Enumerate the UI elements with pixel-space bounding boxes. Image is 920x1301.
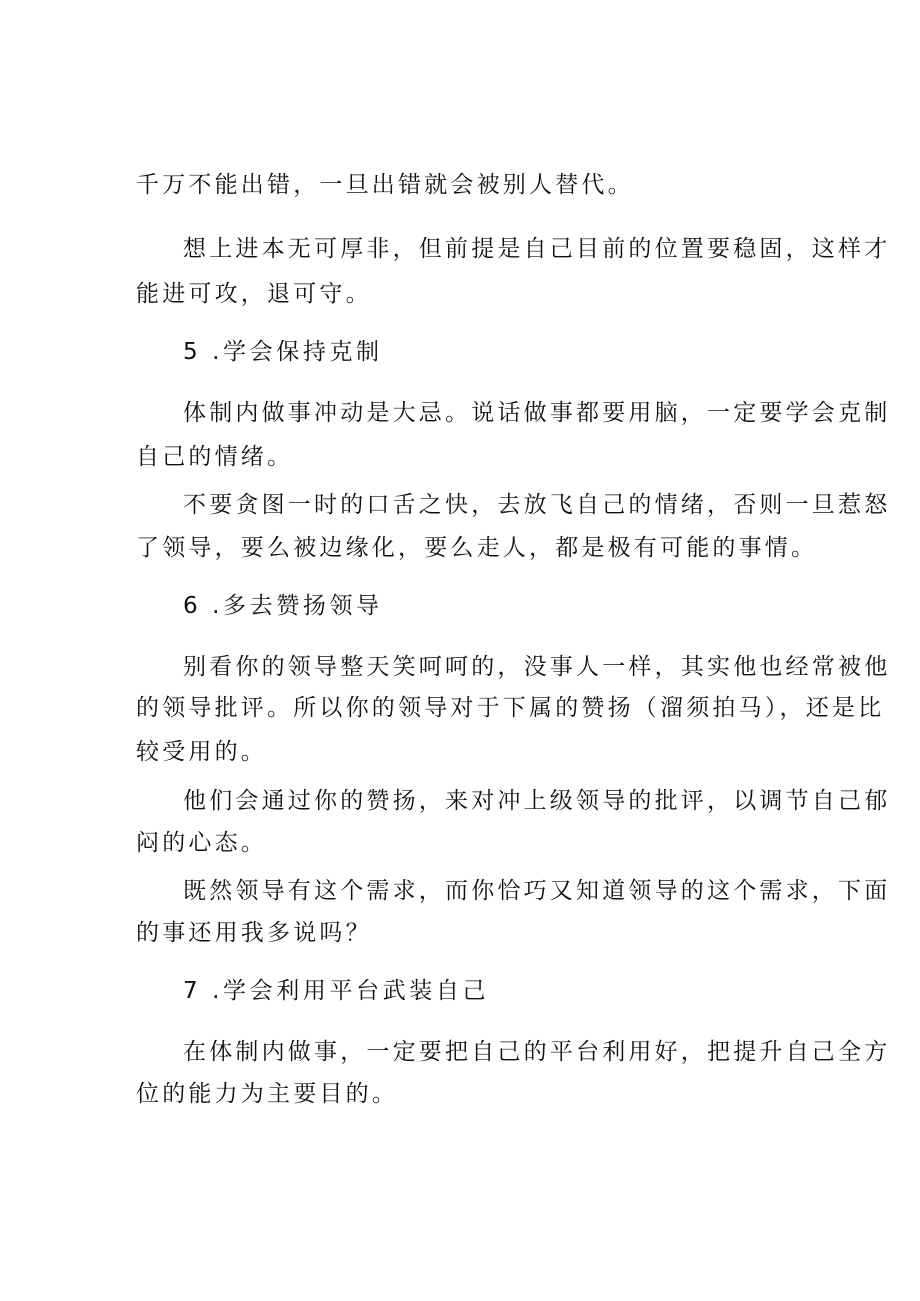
paragraph-line: 能进可攻，退可守。 xyxy=(136,281,372,307)
paragraph-line: 的领导批评。所以你的领导对于下属的赞扬（溜须拍马），还是比 xyxy=(136,695,885,721)
paragraph-line: 闷的心态。 xyxy=(136,830,267,856)
section-heading: 5 .学会保持克制 xyxy=(183,339,383,365)
paragraph-line: 位的能力为主要目的。 xyxy=(136,1081,398,1107)
paragraph-line: 在体制内做事，一定要把自己的平台利用好，把提升自己全方 xyxy=(183,1039,891,1065)
section-heading: 7 .学会利用平台武装自己 xyxy=(183,978,490,1004)
paragraph-line: 的事还用我多说吗？ xyxy=(136,920,372,946)
paragraph-line: 想上进本无可厚非，但前提是自己目前的位置要稳固，这样才 xyxy=(183,236,891,262)
section-heading: 6 .多去赞扬领导 xyxy=(183,593,383,619)
paragraph-line: 既然领导有这个需求，而你恰巧又知道领导的这个需求，下面 xyxy=(183,878,891,904)
paragraph-line: 别看你的领导整天笑呵呵的，没事人一样，其实他也经常被他 xyxy=(183,654,891,680)
paragraph-line: 自己的情绪。 xyxy=(136,444,294,470)
paragraph-line: 体制内做事冲动是大忌。说话做事都要用脑，一定要学会克制 xyxy=(183,400,891,426)
paragraph-line: 了领导，要么被边缘化，要么走人，都是极有可能的事情。 xyxy=(136,535,818,561)
paragraph-line: 千万不能出错，一旦出错就会被别人替代。 xyxy=(136,172,634,198)
paragraph-line: 较受用的。 xyxy=(136,739,267,765)
paragraph-line: 他们会通过你的赞扬，来对冲上级领导的批评，以调节自己郁 xyxy=(183,788,891,814)
paragraph-line: 不要贪图一时的口舌之快，去放飞自己的情绪，否则一旦惹怒 xyxy=(183,492,891,518)
